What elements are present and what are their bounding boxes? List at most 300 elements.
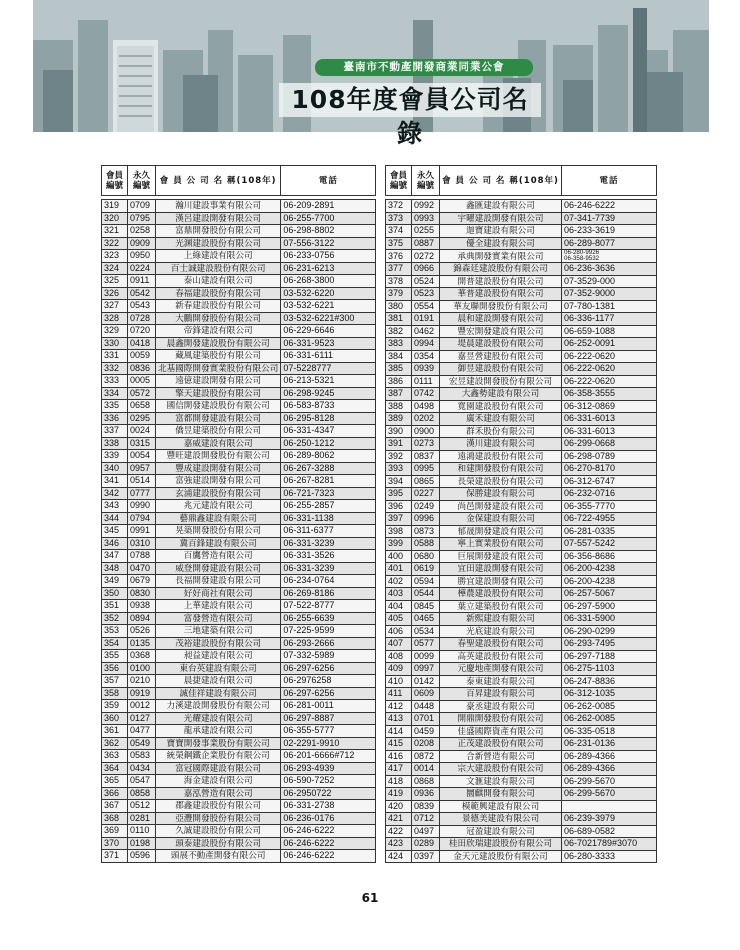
table-row <box>386 763 657 776</box>
company-name-cell: 遠億建設開發有限公司 <box>156 375 281 388</box>
table-row <box>386 663 657 676</box>
phone-cell: 06-262-0085 <box>562 713 657 726</box>
phone-cell: 06-298-9245 <box>281 387 376 400</box>
member-no-cell: 423 <box>386 838 412 851</box>
table-row <box>102 237 376 250</box>
table-row <box>386 550 657 563</box>
header-member-no <box>386 166 412 196</box>
phone-cell: 06-246-6222 <box>562 200 657 213</box>
member-no-cell: 374 <box>386 225 412 238</box>
member-id-cell: 0966 <box>412 263 440 276</box>
member-no-cell: 388 <box>386 400 412 413</box>
member-id-cell: 0868 <box>412 775 440 788</box>
member-id-cell: 0936 <box>412 788 440 801</box>
header-member-id <box>412 166 440 196</box>
member-no-cell: 405 <box>386 613 412 626</box>
member-table-left <box>101 165 376 863</box>
member-id-cell: 0839 <box>412 800 440 813</box>
table-row <box>386 313 657 326</box>
phone-cell: 06-297-5900 <box>562 600 657 613</box>
member-id-cell: 0742 <box>412 388 440 401</box>
member-no-cell: 327 <box>102 300 128 313</box>
table-row <box>102 525 376 538</box>
table-row <box>102 212 376 225</box>
member-no-cell: 398 <box>386 525 412 538</box>
member-id-cell: 0588 <box>412 538 440 551</box>
company-name-cell: 群禾股份有限公司 <box>440 425 562 438</box>
phone-cell: 06-2976258 <box>281 675 376 688</box>
member-no-cell: 342 <box>102 487 128 500</box>
company-name-cell: 錦森廷建設股份有限公司 <box>440 263 562 276</box>
member-id-cell: 0459 <box>412 725 440 738</box>
phone-cell: 07-556-3122 <box>281 237 376 250</box>
company-name-cell: 寬園建設股份有限公司 <box>440 400 562 413</box>
company-name-cell: 大鑫勢建設有限公司 <box>440 388 562 401</box>
header-member-id-text: 永久 編號 <box>416 170 434 191</box>
member-id-cell: 0005 <box>128 375 156 388</box>
phone-cell: 06-331-3239 <box>281 537 376 550</box>
phone-cell: 06-222-0620 <box>562 350 657 363</box>
table-row <box>386 800 657 813</box>
table-row <box>102 200 376 213</box>
table-row <box>386 725 657 738</box>
company-name-cell: 保勝建設有限公司 <box>440 488 562 501</box>
table-row <box>386 350 657 363</box>
member-no-cell: 415 <box>386 738 412 751</box>
company-name-cell: 大鵬開發股份有限公司 <box>156 312 281 325</box>
phone-cell: 07-332-5989 <box>281 650 376 663</box>
header-member-id <box>128 166 156 196</box>
member-id-cell: 0995 <box>412 463 440 476</box>
table-row <box>386 675 657 688</box>
member-id-cell: 0418 <box>128 337 156 350</box>
company-name-cell: 晨捷建設有限公司 <box>156 675 281 688</box>
company-name-cell: 勝宜建設開發有限公司 <box>440 575 562 588</box>
company-name-cell: 百鷹營造有限公司 <box>156 550 281 563</box>
member-no-cell: 345 <box>102 525 128 538</box>
phone-cell: 06-270-8170 <box>562 463 657 476</box>
company-name-cell: 嘉威建設有限公司 <box>156 437 281 450</box>
header-company-name: 會 員 公 司 名 稱(108年) <box>440 166 562 196</box>
member-id-cell: 0208 <box>412 738 440 751</box>
phone-cell: 06-290-0299 <box>562 625 657 638</box>
table-row <box>102 762 376 775</box>
member-no-cell: 414 <box>386 725 412 738</box>
member-no-cell: 378 <box>386 275 412 288</box>
member-id-cell: 0845 <box>412 600 440 613</box>
table-row <box>386 363 657 376</box>
member-no-cell: 382 <box>386 325 412 338</box>
member-no-cell: 380 <box>386 300 412 313</box>
member-id-cell: 0609 <box>412 688 440 701</box>
company-name-cell: 佳盛國際資產有限公司 <box>440 725 562 738</box>
phone-cell: 06-7021789#3070 <box>562 838 657 851</box>
member-no-cell: 350 <box>102 587 128 600</box>
table-row <box>386 688 657 701</box>
member-no-cell: 330 <box>102 337 128 350</box>
company-name-cell: 寶寶開發事業股份有限公司 <box>156 737 281 750</box>
phone-cell: 06-246-6222 <box>281 825 376 838</box>
company-name-cell: 廣禾建設有限公司 <box>440 413 562 426</box>
member-no-cell: 343 <box>102 500 128 513</box>
table-row <box>386 338 657 351</box>
member-no-cell: 326 <box>102 287 128 300</box>
table-row <box>102 287 376 300</box>
phone-cell: 06-299-5670 <box>562 788 657 801</box>
company-name-cell: 漢川建設有限公司 <box>440 438 562 451</box>
member-id-cell: 0544 <box>412 588 440 601</box>
company-name-cell: 嘉泓營造有限公司 <box>156 787 281 800</box>
table-row <box>102 350 376 363</box>
table-row <box>386 263 657 276</box>
member-id-cell: 0142 <box>412 675 440 688</box>
header-member-no-text: 會員 編號 <box>105 170 123 191</box>
member-id-cell: 0957 <box>128 462 156 475</box>
table-row <box>102 712 376 725</box>
member-id-cell: 0524 <box>412 275 440 288</box>
member-id-cell: 0498 <box>412 400 440 413</box>
table-row <box>102 750 376 763</box>
phone-cell: 06-267-8281 <box>281 475 376 488</box>
company-name-cell: 金天元建設股份有限公司 <box>440 850 562 863</box>
table-row <box>386 438 657 451</box>
member-no-cell: 394 <box>386 475 412 488</box>
phone-cell: 06-255-7700 <box>281 212 376 225</box>
company-name-cell: 開普建設股份有限公司 <box>440 275 562 288</box>
company-name-cell: 北基國際開發實業股份有限公司 <box>156 362 281 375</box>
member-id-cell: 0397 <box>412 850 440 863</box>
company-name-cell: 泰山建設有限公司 <box>156 275 281 288</box>
table-row <box>386 588 657 601</box>
company-name-cell: 樺農建設股份有限公司 <box>440 588 562 601</box>
phone-cell: 06-590-7252 <box>281 775 376 788</box>
phone-cell: 06-298-8802 <box>281 225 376 238</box>
phone-cell: 06-311-6377 <box>281 525 376 538</box>
header-phone: 電話 <box>562 166 657 196</box>
phone-cell: 06-331-4347 <box>281 425 376 438</box>
member-id-cell: 0911 <box>128 275 156 288</box>
member-no-cell: 347 <box>102 550 128 563</box>
company-name-cell: 優全建設有限公司 <box>440 237 562 250</box>
member-no-cell: 368 <box>102 812 128 825</box>
phone-cell: 06-331-6111 <box>281 350 376 363</box>
company-name-cell: 御昱建設股份有限公司 <box>440 363 562 376</box>
company-name-cell: 誠佳祥建設有限公司 <box>156 687 281 700</box>
phone-cell: 06-297-6256 <box>281 662 376 675</box>
table-row <box>102 450 376 463</box>
table-row <box>386 713 657 726</box>
table-row <box>386 538 657 551</box>
phone-cell: 06-299-0668 <box>562 438 657 451</box>
phone-cell: 06-293-4939 <box>281 762 376 775</box>
member-no-cell: 360 <box>102 712 128 725</box>
member-no-cell: 363 <box>102 750 128 763</box>
member-no-cell: 324 <box>102 262 128 275</box>
phone-cell: 06-236-3636 <box>562 263 657 276</box>
table-row <box>386 838 657 851</box>
table-row <box>102 462 376 475</box>
member-id-cell: 0873 <box>412 525 440 538</box>
member-no-cell: 341 <box>102 475 128 488</box>
member-no-cell: 331 <box>102 350 128 363</box>
company-name-cell: 亞灃開發股份有限公司 <box>156 812 281 825</box>
table-row <box>102 262 376 275</box>
company-name-cell: 春福建設股份有限公司 <box>156 287 281 300</box>
company-name-cell: 豐成建設開發有限公司 <box>156 462 281 475</box>
table-row <box>386 250 657 263</box>
table-row <box>102 437 376 450</box>
phone-cell: 06-231-6213 <box>281 262 376 275</box>
table-row <box>386 525 657 538</box>
member-no-cell: 408 <box>386 650 412 663</box>
company-name-cell: 合新營造有限公司 <box>440 750 562 763</box>
member-no-cell: 356 <box>102 662 128 675</box>
company-name-cell: 新春建設股份有限公司 <box>156 300 281 313</box>
member-id-cell: 0830 <box>128 587 156 600</box>
company-name-cell: 華友聯開發股份有限公司 <box>440 300 562 313</box>
member-id-cell: 0712 <box>412 813 440 826</box>
company-name-cell: 宏昱建設開發股份有限公司 <box>440 375 562 388</box>
table-row <box>386 375 657 388</box>
phone-cell: 06-246-6222 <box>281 837 376 850</box>
phone-cell: 06-200-4238 <box>562 563 657 576</box>
phone-cell: 06-236-0176 <box>281 812 376 825</box>
phone-cell: 06-233-0756 <box>281 250 376 263</box>
phone-cell: 06-331-3239 <box>281 562 376 575</box>
phone-cell: 06-721-7323 <box>281 487 376 500</box>
member-no-cell: 406 <box>386 625 412 638</box>
phone-cell: 03-532-6221 <box>281 300 376 313</box>
member-no-cell: 333 <box>102 375 128 388</box>
company-name-cell: 宗大建設股份有限公司 <box>440 763 562 776</box>
company-name-cell: 頭展不動產開發有限公司 <box>156 850 281 863</box>
company-name-cell: 巨展開發建設有限公司 <box>440 550 562 563</box>
phone-cell: 06-222-0620 <box>562 375 657 388</box>
member-id-cell: 0788 <box>128 550 156 563</box>
company-name-cell: 開鼎開發股份有限公司 <box>440 713 562 726</box>
company-name-cell: 長榮建設股份有限公司 <box>440 475 562 488</box>
member-id-cell: 0990 <box>128 500 156 513</box>
member-no-cell: 393 <box>386 463 412 476</box>
phone-cell: 06-222-0620 <box>562 363 657 376</box>
member-id-cell: 0315 <box>128 437 156 450</box>
member-id-cell: 0993 <box>412 212 440 225</box>
member-no-cell: 349 <box>102 575 128 588</box>
company-name-cell: 好好商社有限公司 <box>156 587 281 600</box>
phone-cell: 06-289-4366 <box>562 763 657 776</box>
member-id-cell: 0059 <box>128 350 156 363</box>
member-id-cell: 0198 <box>128 837 156 850</box>
member-id-cell: 0099 <box>412 650 440 663</box>
member-table-right <box>385 165 657 863</box>
table-row <box>102 825 376 838</box>
phone-cell: 06-213-5321 <box>281 375 376 388</box>
company-name-cell: 昶益建設有限公司 <box>156 650 281 663</box>
member-id-cell: 0100 <box>128 662 156 675</box>
member-no-cell: 422 <box>386 825 412 838</box>
member-no-cell: 412 <box>386 700 412 713</box>
table-row <box>102 725 376 738</box>
member-no-cell: 319 <box>102 200 128 213</box>
member-no-cell: 392 <box>386 450 412 463</box>
company-name-cell: 瀚川建設事業有限公司 <box>156 200 281 213</box>
table-row <box>102 700 376 713</box>
member-id-cell: 0577 <box>412 638 440 651</box>
member-no-cell: 344 <box>102 512 128 525</box>
member-no-cell: 323 <box>102 250 128 263</box>
member-no-cell: 358 <box>102 687 128 700</box>
member-no-cell: 389 <box>386 413 412 426</box>
member-no-cell: 371 <box>102 850 128 863</box>
phone-cell: 06-335-0518 <box>562 725 657 738</box>
phone-cell: 06-289-8062 <box>281 450 376 463</box>
member-id-cell: 0523 <box>412 288 440 301</box>
member-id-cell: 0224 <box>128 262 156 275</box>
company-name-cell: 上華建設有限公司 <box>156 600 281 613</box>
phone-cell: 06-262-0085 <box>562 700 657 713</box>
company-name-cell: 豪丞建設有限公司 <box>440 700 562 713</box>
member-no-cell: 416 <box>386 750 412 763</box>
phone-cell: 06-234-0764 <box>281 575 376 588</box>
member-id-cell: 0258 <box>128 225 156 238</box>
table-row <box>102 425 376 438</box>
member-no-cell: 369 <box>102 825 128 838</box>
table-row <box>386 425 657 438</box>
company-name-cell: 帝鋒建設有限公司 <box>156 325 281 338</box>
member-no-cell: 365 <box>102 775 128 788</box>
company-name-cell: 正茂建設股份有限公司 <box>440 738 562 751</box>
table-row <box>102 625 376 638</box>
phone-cell: 06-355-7770 <box>562 500 657 513</box>
phone-cell: 06-297-7188 <box>562 650 657 663</box>
member-no-cell: 409 <box>386 663 412 676</box>
company-name-cell: 冠盈建設有限公司 <box>440 825 562 838</box>
company-name-cell: 嘉昱營建股份有限公司 <box>440 350 562 363</box>
table-row <box>386 575 657 588</box>
table-row <box>386 225 657 238</box>
company-name-cell: 頭泰建設股份有限公司 <box>156 837 281 850</box>
company-name-cell: 遠鴻建設股份有限公司 <box>440 450 562 463</box>
table-row <box>102 687 376 700</box>
member-no-cell: 373 <box>386 212 412 225</box>
table-row <box>386 275 657 288</box>
phone-cell: 07-341-7739 <box>562 212 657 225</box>
member-no-cell: 325 <box>102 275 128 288</box>
company-name-cell: 僑昱建築股份有限公司 <box>156 425 281 438</box>
company-name-cell: 海金建設有限公司 <box>156 775 281 788</box>
table-row <box>386 488 657 501</box>
company-name-cell: 晨和建設開發有限公司 <box>440 313 562 326</box>
table-row <box>102 812 376 825</box>
member-id-cell: 0534 <box>412 625 440 638</box>
table-row <box>386 513 657 526</box>
phone-cell: 06-280-3333 <box>562 850 657 863</box>
phone-cell <box>562 800 657 813</box>
table-row <box>102 362 376 375</box>
member-no-cell: 353 <box>102 625 128 638</box>
table-row <box>102 587 376 600</box>
member-no-cell: 361 <box>102 725 128 738</box>
table-row <box>102 737 376 750</box>
member-no-cell: 370 <box>102 837 128 850</box>
table-row <box>102 537 376 550</box>
phone-cell: 07-5228777 <box>281 362 376 375</box>
company-name-cell: 晨鑫開發建設股份有限公司 <box>156 337 281 350</box>
company-name-cell: 久誠建設股份有限公司 <box>156 825 281 838</box>
table-row <box>386 700 657 713</box>
member-no-cell: 379 <box>386 288 412 301</box>
member-no-cell: 402 <box>386 575 412 588</box>
member-id-cell: 0543 <box>128 300 156 313</box>
table-row <box>102 612 376 625</box>
company-name-cell: 富強建設開發有限公司 <box>156 475 281 488</box>
company-name-cell: 三地建築有限公司 <box>156 625 281 638</box>
member-id-cell: 0919 <box>128 687 156 700</box>
company-name-cell: 統榮鋼鐵企業股份有限公司 <box>156 750 281 763</box>
member-id-cell: 0658 <box>128 400 156 413</box>
member-no-cell: 411 <box>386 688 412 701</box>
company-name-cell: 宇曜建設開發有限公司 <box>440 212 562 225</box>
member-id-cell: 0255 <box>412 225 440 238</box>
company-name-cell: 豐旺建設開發股份有限公司 <box>156 450 281 463</box>
phone-cell: 06-281-0335 <box>562 525 657 538</box>
member-id-cell: 0465 <box>412 613 440 626</box>
member-no-cell: 386 <box>386 375 412 388</box>
table-row <box>386 212 657 225</box>
phone-cell: 06-331-3526 <box>281 550 376 563</box>
phone-cell: 06-331-6013 <box>562 413 657 426</box>
member-id-cell: 0210 <box>128 675 156 688</box>
phone-cell: 02-2291-9910 <box>281 737 376 750</box>
member-no-cell: 337 <box>102 425 128 438</box>
table-row <box>386 463 657 476</box>
table-row <box>386 750 657 763</box>
member-id-cell: 0549 <box>128 737 156 750</box>
table-row <box>102 637 376 650</box>
member-id-cell: 0273 <box>412 438 440 451</box>
member-rows-left <box>102 200 376 863</box>
member-id-cell: 0836 <box>128 362 156 375</box>
phone-cell: 03-532-6220 <box>281 287 376 300</box>
member-id-cell: 0594 <box>412 575 440 588</box>
phone-cell: 06-358-3555 <box>562 388 657 401</box>
member-id-cell: 0938 <box>128 600 156 613</box>
member-id-cell: 0249 <box>412 500 440 513</box>
table-row <box>102 275 376 288</box>
member-no-cell: 400 <box>386 550 412 563</box>
member-no-cell: 334 <box>102 387 128 400</box>
company-name-cell: 上綠建設有限公司 <box>156 250 281 263</box>
table-row <box>102 250 376 263</box>
header-phone: 電話 <box>281 166 376 196</box>
member-id-cell: 0227 <box>412 488 440 501</box>
table-row <box>386 600 657 613</box>
member-id-cell: 0720 <box>128 325 156 338</box>
member-no-cell: 384 <box>386 350 412 363</box>
member-id-cell: 0909 <box>128 237 156 250</box>
phone-cell: 06-355-5777 <box>281 725 376 738</box>
company-name-cell: 宜田建設開發有限公司 <box>440 563 562 576</box>
phone-cell: 06-255-6639 <box>281 612 376 625</box>
company-name-cell: 冀百鋒建設有限公司 <box>156 537 281 550</box>
member-id-cell: 0728 <box>128 312 156 325</box>
phone-cell: 06-331-9523 <box>281 337 376 350</box>
company-name-cell: 桂田欣瑞建設股份有限公司 <box>440 838 562 851</box>
table-row <box>102 312 376 325</box>
phone-cell: 06-275-1103 <box>562 663 657 676</box>
header-member-id-text: 永久 編號 <box>132 170 150 191</box>
table-row <box>386 638 657 651</box>
